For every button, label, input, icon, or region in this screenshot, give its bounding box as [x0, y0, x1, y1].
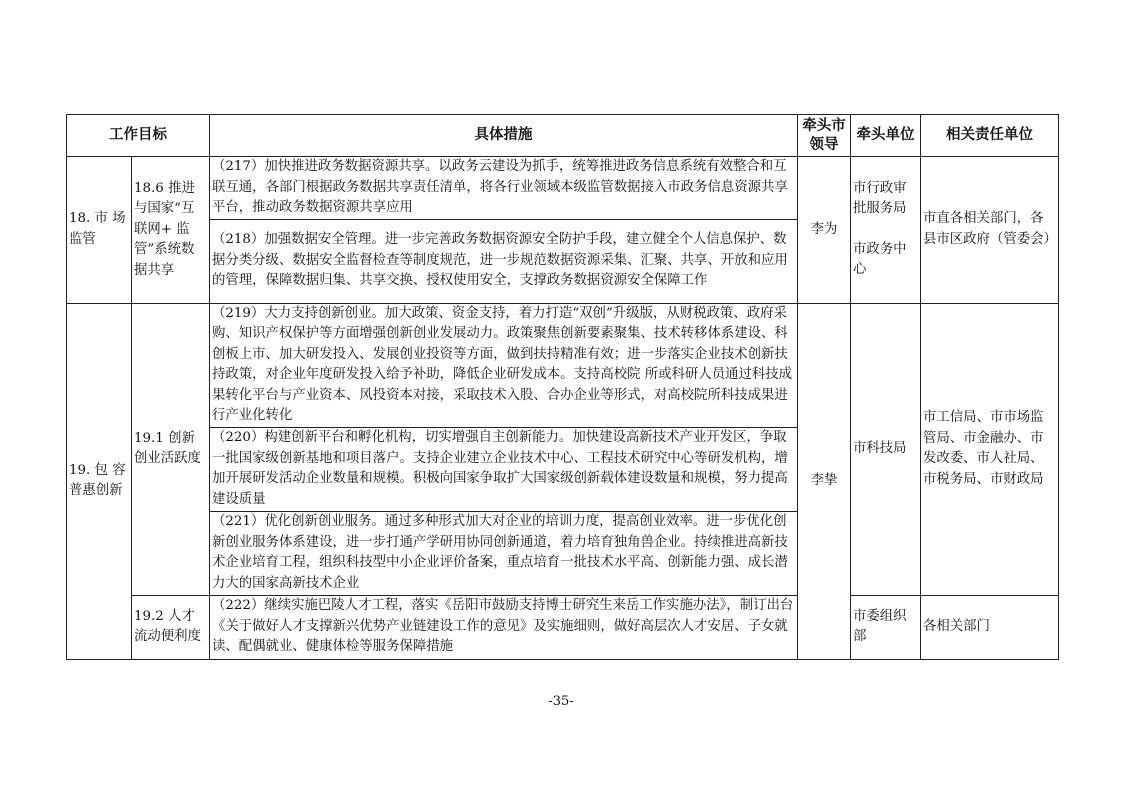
measure-cell: （217）加快推进政务数据资源共享。以政务云建设为抓手，统筹推进政务信息系统有效整合和互联互通，各部门根据政务数据共享责任清单，将各行业领域本级监管数据接入市政务信息资源共享平台，推动政务数据资源共享应用 [210, 157, 798, 220]
related-cell: 各相关部门 [921, 595, 1059, 659]
header-row [67, 115, 1059, 157]
leader-cell: 李挚 [798, 303, 851, 659]
measure-cell: （220）构建创新平台和孵化机构，切实增强自主创新能力。加快建设高新技术产业开发区，争取一批国家级创新基地和项目落户。支持企业建立企业技术中心、工程技术研究中心等研发机构，增加开展研发活动企业数量和规模。积极向国家争取扩大国家级创新载体建设数量和规模，努力提高建设质量 [210, 427, 798, 511]
work-table [66, 114, 1059, 660]
measure-cell: （219）大力支持创新创业。加大政策、资金支持，着力打造“双创”升级版，从财税政策、政府采购、知识产权保护等方面增强创新创业发展动力。政策聚焦创新要素聚集、技术转移体系建设、科创板上市、加大研发投入、发展创业投资等方面，做到扶持精准有效；进一步落实企业技术创新扶持政策，对企业年度研发投入给予补助，降低企业研发成本。支持高校院 所或科研人员通过科技成果转化平台与产业资本、风投资本对接，采取技术入股、合办企业等形式，对高校院所科技成果进行产业化转化 [210, 303, 798, 427]
subgoal-cell: 18.6 推进与国家“互联网+ 监管”系统数据共享 [132, 157, 210, 304]
table-row [67, 157, 1059, 220]
header-unit: 牵头单位 [851, 115, 921, 157]
leader-cell: 李为 [798, 157, 851, 304]
table-row [67, 303, 1059, 427]
unit-cell: 市科技局 [851, 303, 921, 595]
page-number: -35- [548, 694, 574, 709]
subgoal-cell: 19.2 人才流动便利度 [132, 595, 210, 659]
measure-cell: （218）加强数据安全管理。进一步完善政务数据资源安全防护手段，建立健全个人信息保护、数据分类分级、数据安全监督检查等制度规范，进一步规范数据资源采集、汇聚、共享、开放和应用的管理，保障数据归集、共享交换、授权使用安全，支撑政务数据资源安全保障工作 [210, 219, 798, 303]
related-cell: 市直各相关部门，各县市区政府（管委会） [921, 157, 1059, 304]
goal-cell: 18. 市 场监管 [67, 157, 132, 304]
unit-cell [851, 157, 921, 304]
measure-cell: （222）继续实施巴陵人才工程，落实《岳阳市鼓励支持博士研究生来岳工作实施办法》，制订出台《关于做好人才支撑新兴优势产业链建设工作的意见》及实施细则，做好高层次人才安居、子女就读、配偶就业、健康体检等服务保障措施 [210, 595, 798, 659]
subgoal-cell: 19.1 创新创业活跃度 [132, 303, 210, 595]
goal-cell: 19. 包 容普惠创新 [67, 303, 132, 659]
header-measure: 具体措施 [210, 115, 798, 157]
header-goal: 工作目标 [67, 115, 210, 157]
unit-text: 市政务中心 [853, 241, 907, 278]
header-related: 相关责任单位 [921, 115, 1059, 157]
unit-cell: 市委组织部 [851, 595, 921, 659]
header-leader: 牵头市领导 [798, 115, 851, 157]
measure-cell: （221）优化创新创业服务。通过多种形式加大对企业的培训力度，提高创业效率。进一步优化创新创业服务体系建设，进一步打通产学研用协同创新通道，着力培育独角兽企业。持续推进高新技术企业培育工程，组织科技型中小企业评价备案，重点培育一批技术水平高、创新能力强、成长潜力大的国家高新技术企业 [210, 511, 798, 595]
related-cell: 市工信局、市市场监管局、市金融办、市发改委、市人社局、市税务局、市财政局 [921, 303, 1059, 595]
unit-text: 市行政审批服务局 [853, 180, 907, 217]
table-row [67, 595, 1059, 659]
